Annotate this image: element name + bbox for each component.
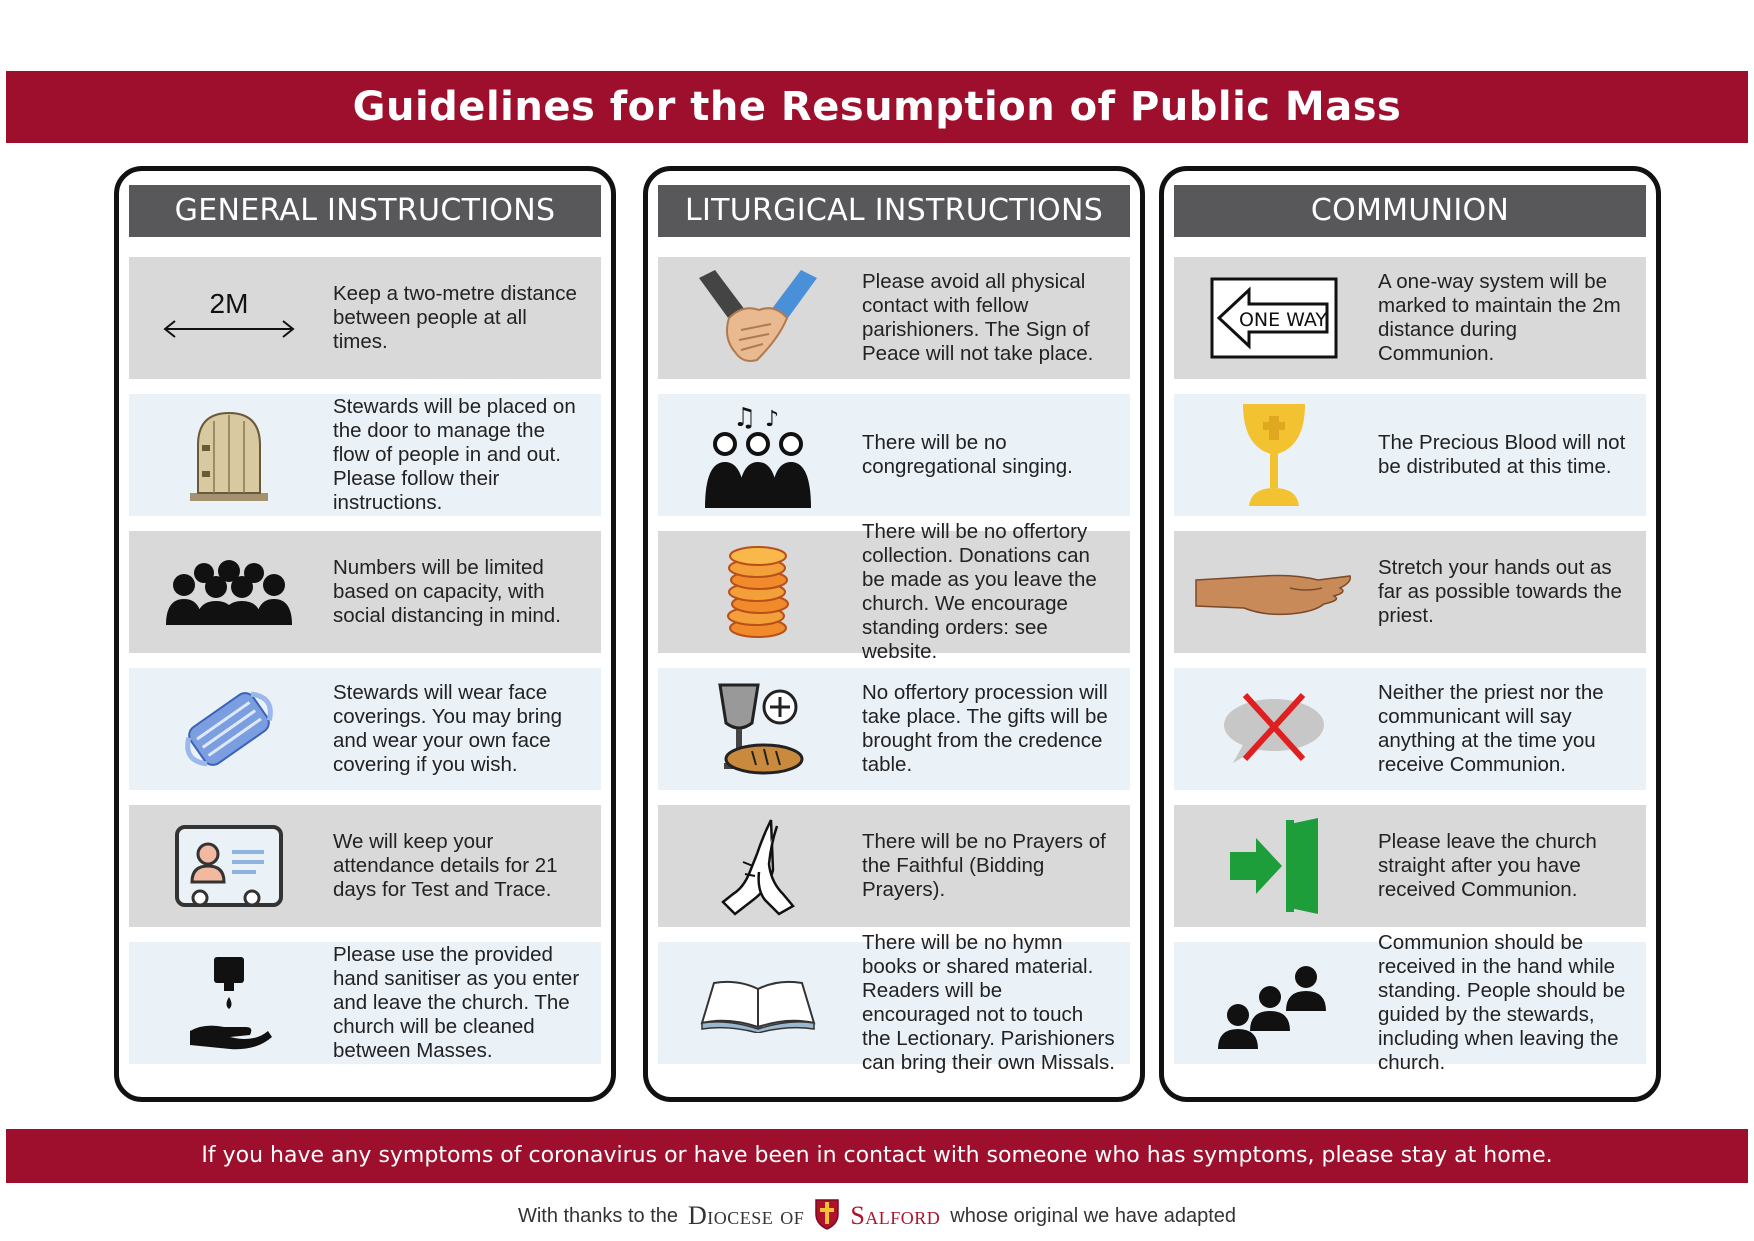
instruction-row xyxy=(129,531,601,653)
two-metre-distance-icon xyxy=(129,257,329,379)
instruction-row xyxy=(129,257,601,379)
door-icon xyxy=(129,394,329,516)
liturgical-instructions-panel xyxy=(643,166,1145,1102)
praying-hands-icon xyxy=(658,805,858,927)
instruction-row xyxy=(129,668,601,790)
crowd-icon xyxy=(129,531,329,653)
instruction-row xyxy=(1174,805,1646,927)
open-book-icon xyxy=(658,942,858,1064)
salford-text: Salford xyxy=(850,1201,941,1230)
one-way-sign-icon xyxy=(1174,257,1374,379)
hand-sanitiser-icon xyxy=(129,942,329,1064)
instruction-row xyxy=(129,805,601,927)
svg-text:2M: 2M xyxy=(209,288,249,319)
instruction-text: A one-way system will be marked to maintain the 2m distance during Communion. xyxy=(1378,270,1621,365)
diocese-crest-icon xyxy=(814,1196,840,1236)
instruction-text: The Precious Blood will not be distributed at this time. xyxy=(1378,431,1626,478)
instruction-text: We will keep your attendance details for 21 days for Test and Trace. xyxy=(333,830,558,901)
communion-panel xyxy=(1159,166,1661,1102)
instruction-text: Please use the provided hand sanitiser as you enter and leave the church. The church will be cleaned between Masses. xyxy=(333,943,580,1062)
gold-chalice-icon xyxy=(1174,394,1374,516)
diocese-of-text: Diocese of xyxy=(688,1201,805,1230)
outstretched-hand-icon xyxy=(1174,531,1374,653)
credit-line xyxy=(0,1196,1754,1236)
credit-prefix: With thanks to the xyxy=(517,1204,679,1227)
instruction-row xyxy=(658,931,1130,1074)
instruction-row xyxy=(1174,257,1646,379)
face-mask-icon xyxy=(129,668,329,790)
instruction-text: There will be no congregational singing. xyxy=(862,431,1073,478)
no-speaking-icon xyxy=(1174,668,1374,790)
instruction-row xyxy=(1174,531,1646,653)
instruction-text: Stewards will wear face coverings. You may bring and wear your own face covering if you wish. xyxy=(333,681,563,776)
instruction-text: Stewards will be placed on the door to manage the flow of people in and out. Please follow their instructions. xyxy=(333,395,576,514)
instruction-row xyxy=(658,257,1130,379)
panel-header-liturgical: LITURGICAL INSTRUCTIONS xyxy=(658,185,1130,237)
panel-header-communion: COMMUNION xyxy=(1174,185,1646,237)
instruction-row xyxy=(658,394,1130,516)
instruction-text: There will be no hymn books or shared material. Readers will be encouraged not to touch the Lectionary. Parishioners can bring their own Missals. xyxy=(862,931,1115,1074)
panel-header-general: GENERAL INSTRUCTIONS xyxy=(129,185,601,237)
instruction-text: Neither the priest nor the communicant will say anything at the time you receive Communion. xyxy=(1378,681,1604,776)
exit-door-icon xyxy=(1174,805,1374,927)
instruction-text: Communion should be received in the hand while standing. People should be guided by the stewards, including when leaving the church. xyxy=(1378,931,1626,1074)
instruction-row xyxy=(658,805,1130,927)
id-card-icon xyxy=(129,805,329,927)
choir-singing-icon xyxy=(658,394,858,516)
instruction-row xyxy=(129,942,601,1064)
instruction-row xyxy=(1174,668,1646,790)
svg-text:ONE WAY: ONE WAY xyxy=(1238,309,1328,331)
svg-text:♪: ♪ xyxy=(765,407,780,432)
instruction-row xyxy=(129,394,601,516)
instruction-text: Stretch your hands out as far as possible towards the priest. xyxy=(1378,556,1622,627)
page-title: Guidelines for the Resumption of Public Mass xyxy=(6,71,1748,143)
coins-stack-icon xyxy=(658,531,858,653)
svg-text:♫: ♫ xyxy=(733,403,757,433)
instruction-text: Numbers will be limited based on capacity, with social distancing in mind. xyxy=(333,556,561,627)
handshake-icon xyxy=(658,257,858,379)
instruction-text: Please leave the church straight after you have received Communion. xyxy=(1378,830,1597,901)
instruction-text: Keep a two-metre distance between people at all times. xyxy=(333,282,577,353)
instruction-text: There will be no Prayers of the Faithful (Bidding Prayers). xyxy=(862,830,1106,901)
general-instructions-panel xyxy=(114,166,616,1102)
instruction-row xyxy=(658,520,1130,663)
instruction-row xyxy=(1174,931,1646,1074)
instruction-row xyxy=(1174,394,1646,516)
chalice-bread-icon xyxy=(658,668,858,790)
people-guided-icon xyxy=(1174,942,1374,1064)
instruction-text: No offertory procession will take place. The gifts will be brought from the credence table. xyxy=(862,681,1108,776)
credit-suffix: whose original we have adapted xyxy=(950,1204,1237,1227)
instruction-text: Please avoid all physical contact with fellow parishioners. The Sign of Peace will not take place. xyxy=(862,270,1094,365)
instruction-text: There will be no offertory collection. Donations can be made as you leave the church. We encourage standing orders: see website. xyxy=(862,520,1097,663)
instruction-row xyxy=(658,668,1130,790)
symptoms-warning-banner: If you have any symptoms of coronavirus or have been in contact with someone who has symptoms, please stay at home. xyxy=(6,1129,1748,1183)
